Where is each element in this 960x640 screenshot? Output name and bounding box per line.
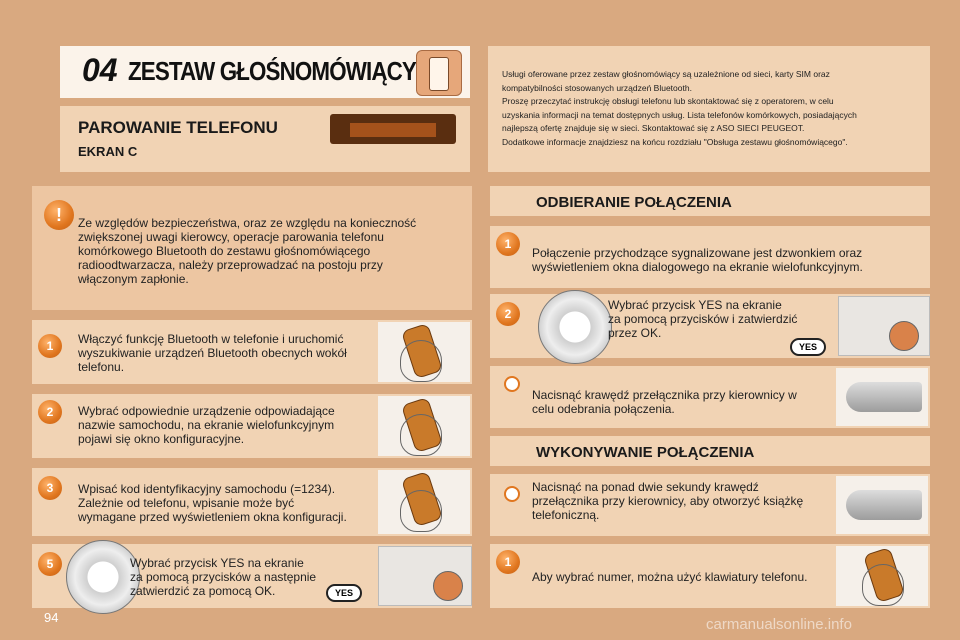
answering-step-1	[490, 226, 930, 288]
text-line: nazwie samochodu, na ekranie wielofunkcyjnym	[78, 418, 335, 432]
text-line: pojawi się okno konfiguracyjne.	[78, 432, 245, 446]
warning-icon: !	[44, 200, 74, 230]
text-line: Połączenie przychodzące sygnalizowane jest dzwonkiem oraz	[532, 246, 863, 260]
text-line: wyświetleniem okna dialogowego na ekranie wielofunkcyjnym.	[532, 260, 863, 274]
intro-text	[502, 68, 922, 149]
left-step-3	[32, 468, 472, 536]
text-line: uzyskania informacji na temat dostępnych usług. Lista telefonów komórkowych, posiadających	[502, 109, 857, 120]
left-step-5	[32, 544, 472, 608]
step-text	[608, 298, 797, 340]
text-line: radioodtwarzacza, należy przeprowadzać na postoju przy	[78, 258, 383, 272]
steering-stalk-illustration	[836, 368, 928, 426]
step-number: 5	[38, 552, 62, 576]
radio-unit-illustration	[838, 296, 930, 356]
phone-icon	[416, 50, 462, 96]
page-number: 94	[44, 610, 59, 625]
text-line: Nacisnąć na ponad dwie sekundy krawędź	[532, 480, 759, 494]
text-line: Wybrać przycisk YES na ekranie	[130, 556, 304, 570]
step-text	[78, 404, 335, 446]
text-line: przez OK.	[608, 326, 662, 340]
text-line: Aby wybrać numer, można użyć klawiatury telefonu.	[532, 570, 808, 584]
navigation-pad-icon	[66, 540, 140, 614]
screen-label: EKRAN C	[78, 144, 138, 159]
text-line: za pomocą przycisków a następnie	[130, 570, 317, 584]
step-text	[532, 246, 863, 274]
text-line: Wybrać odpowiednie urządzenie odpowiadające	[78, 404, 335, 418]
sun-icon	[504, 376, 520, 392]
yes-badge: YES	[790, 338, 826, 356]
steering-stalk-illustration	[836, 476, 928, 534]
text-line: wymagane przed wyświetleniem okna konfiguracji.	[78, 510, 347, 524]
title-banner	[60, 46, 470, 98]
text-line: przełącznika przy kierownicy, aby otworzyć książkę	[532, 494, 804, 508]
yes-badge: YES	[326, 584, 362, 602]
text-line: telefoniczną.	[532, 508, 600, 522]
watermark: carmanualsonline.info	[706, 616, 852, 633]
text-line: celu odebrania połączenia.	[532, 402, 675, 416]
step-number: 1	[38, 334, 62, 358]
section-title-answering: ODBIERANIE POŁĄCZENIA	[536, 194, 732, 211]
step-number: 1	[496, 232, 520, 256]
text-line: Zależnie od telefonu, wpisanie może być	[78, 496, 295, 510]
calling-tip	[490, 474, 930, 536]
phone-hand-illustration	[378, 322, 470, 382]
sun-icon	[504, 486, 520, 502]
intro-panel	[488, 46, 930, 172]
section-title-calling: WYKONYWANIE POŁĄCZENIA	[536, 444, 755, 461]
answering-header	[490, 186, 930, 216]
step-number: 3	[38, 476, 62, 500]
text-line: Ze względów bezpieczeństwa, oraz ze względu na konieczność	[78, 216, 417, 230]
phone-hand-illustration	[836, 546, 928, 606]
answering-tip	[490, 366, 930, 428]
text-line: telefonu.	[78, 360, 125, 374]
page-title: ZESTAW GŁOŚNOMÓWIĄCY	[128, 56, 416, 86]
text-line: Proszę przeczytać instrukcję obsługi telefonu lub skontaktować się z operatorem, w celu	[502, 96, 834, 106]
phone-hand-illustration	[378, 470, 470, 534]
text-line: Włączyć funkcję Bluetooth w telefonie i uruchomić	[78, 332, 344, 346]
left-step-1	[32, 320, 472, 384]
step-text	[130, 556, 316, 598]
text-line: za pomocą przycisków i zatwierdzić	[608, 312, 798, 326]
warning-text	[78, 216, 416, 286]
answering-step-2	[490, 294, 930, 358]
text-line: Wybrać przycisk YES na ekranie	[608, 298, 782, 312]
chapter-number: 04	[82, 52, 118, 88]
text-line: włączonym zapłonie.	[78, 272, 189, 286]
calling-header	[490, 436, 930, 466]
left-step-2	[32, 394, 472, 458]
text-line: kompatybilności stosowanych urządzeń Bluetooth.	[502, 82, 692, 93]
step-number: 2	[496, 302, 520, 326]
text-line: Wpisać kod identyfikacyjny samochodu (=1234).	[78, 482, 336, 496]
step-text	[78, 332, 347, 374]
tip-text	[532, 480, 803, 522]
text-line: Nacisnąć krawędź przełącznika przy kierownicy w	[532, 388, 797, 402]
tip-text	[532, 388, 797, 416]
text-line: zatwierdzić za pomocą OK.	[130, 584, 276, 598]
step-number: 1	[496, 550, 520, 574]
section-title-pairing: PAROWANIE TELEFONU	[78, 118, 278, 137]
step-number: 2	[38, 400, 62, 424]
navigation-pad-icon	[538, 290, 612, 364]
step-text	[532, 570, 807, 584]
phone-hand-illustration	[378, 396, 470, 456]
text-line: Dodatkowe informacje znajdziesz na końcu rozdziału "Obsługa zestawu głośnomówiącego".	[502, 136, 848, 147]
calling-step-1	[490, 544, 930, 608]
warning-panel	[32, 186, 472, 310]
pairing-header	[60, 106, 470, 172]
step-text	[78, 482, 347, 524]
text-line: komórkowego Bluetooth do zestawu głośnomówiącego	[78, 244, 371, 258]
radio-unit-illustration	[378, 546, 472, 606]
text-line: zwiększonej uwagi kierowcy, operacje parowania telefonu	[78, 230, 384, 244]
text-line: najlepszą ofertę znajduje się w sieci. Skontaktować się z ASO SIECI PEUGEOT.	[502, 123, 805, 133]
screen-c-display	[330, 114, 456, 144]
text-line: wyszukiwanie urządzeń Bluetooth obecnych wokół	[78, 346, 347, 360]
text-line: Usługi oferowane przez zestaw głośnomówiący są uzależnione od sieci, karty SIM oraz	[502, 69, 830, 79]
